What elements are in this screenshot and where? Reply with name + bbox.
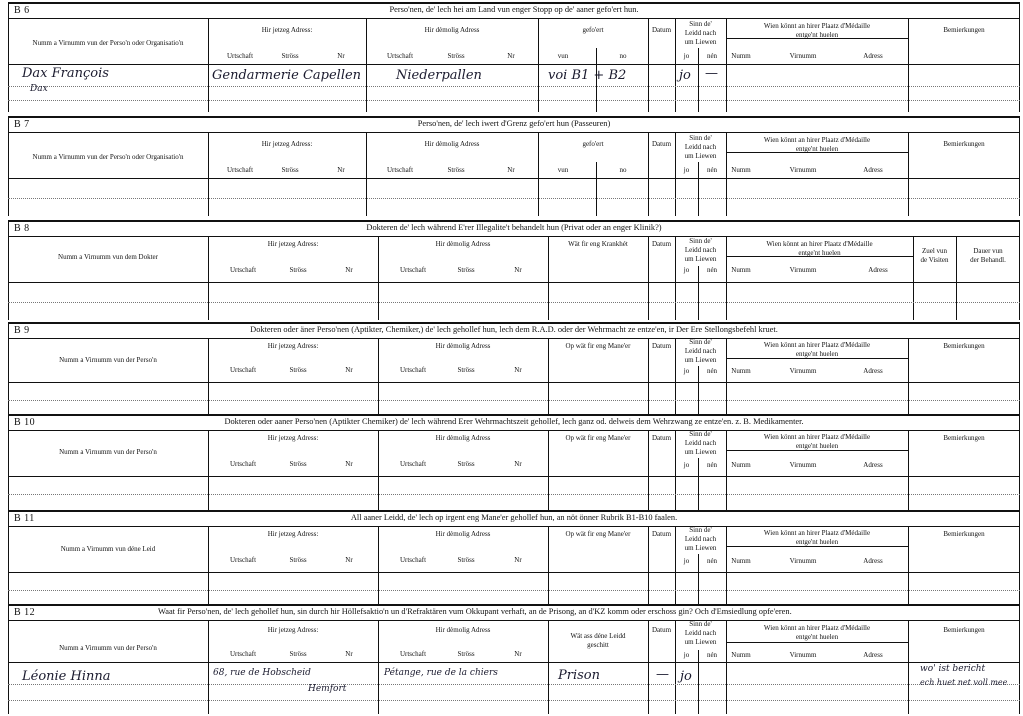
fate-header-2: geschitt <box>587 641 609 649</box>
visits-header-2: de Visiten <box>920 256 949 264</box>
street-header: Ströss <box>447 52 465 60</box>
no-header: nén <box>706 166 718 174</box>
address-header: Adress <box>863 367 883 375</box>
handwritten-no: — <box>705 66 718 81</box>
to-header: no <box>619 52 627 60</box>
yes-header: jo <box>683 367 690 375</box>
handwritten-remark-2: ech huet net voll mee <box>920 678 1008 687</box>
street-header: Ströss <box>457 556 475 564</box>
number-header: Nr <box>507 52 515 60</box>
former-address-header: Hir dèmolig Adress <box>435 240 491 248</box>
yes-header: jo <box>683 461 690 469</box>
section-b9 <box>8 322 1020 414</box>
handwritten-name: Dax François <box>22 66 109 81</box>
no-header: nén <box>706 557 718 565</box>
remarks-header: Bemierkungen <box>943 140 985 148</box>
number-header: Nr <box>345 556 353 564</box>
locality-header: Urtschaft <box>226 52 254 60</box>
firstname-header: Virnumm <box>789 557 817 565</box>
medal-header-1: Wien könnt an hirer Plaatz d'Médaille <box>763 529 871 537</box>
duration-header-2: der Behandl. <box>970 256 1006 264</box>
former-address-header: Hir dèmolig Adress <box>435 626 491 634</box>
firstname-header: Virnumm <box>789 651 817 659</box>
alive-header-1: Sinn de' <box>689 20 712 28</box>
remarks-header: Bemierkungen <box>943 434 985 442</box>
yes-header: jo <box>683 651 690 659</box>
section-code: B 12 <box>14 607 36 618</box>
name-header: Numm a Virnumm vun der Perso'n oder Organisatio'n <box>32 153 184 161</box>
yes-header: jo <box>683 52 690 60</box>
number-header: Nr <box>514 556 522 564</box>
medal-header-1: Wien könnt an hirer Plaatz d'Médaille <box>763 624 871 632</box>
from-header: vun <box>557 166 569 174</box>
no-header: nén <box>706 367 718 375</box>
handwritten-yes: jo <box>680 669 692 684</box>
illness-header: Wät fir eng Krankhét <box>568 240 628 248</box>
alive-header-1: Sinn de' <box>689 526 712 534</box>
from-header: vun <box>557 52 569 60</box>
medal-header-1: Wien könnt an hirer Plaatz d'Médaille <box>763 341 871 349</box>
surname-header: Numm <box>731 166 751 174</box>
locality-header: Urtschaft <box>399 556 427 564</box>
section-b11 <box>8 510 1020 604</box>
remarks-header: Bemierkungen <box>943 342 985 350</box>
medal-header-2: entge'nt huelen <box>798 249 841 257</box>
no-header: nén <box>706 266 718 274</box>
street-header: Ströss <box>457 650 475 658</box>
handwritten-current-address-1: 68, rue de Hobscheid <box>213 668 311 678</box>
medal-header-2: entge'nt huelen <box>795 538 839 546</box>
street-header: Ströss <box>289 460 307 468</box>
address-header: Adress <box>863 461 883 469</box>
alive-header-3: um Liewen <box>684 544 717 552</box>
alive-header-2: Leidd nach <box>684 246 717 254</box>
number-header: Nr <box>345 650 353 658</box>
manner-header: Op wät fir eng Mane'er <box>565 530 631 538</box>
date-header: Datum <box>651 26 672 34</box>
medal-header-1: Wien könnt an hirer Plaatz d'Médaille <box>763 136 871 144</box>
alive-header-3: um Liewen <box>684 638 717 646</box>
name-header: Numm a Virnumm vun dem Dokter <box>58 253 158 261</box>
street-header: Ströss <box>289 266 307 274</box>
handwritten-current-address-2: Hemfort <box>308 684 347 694</box>
handwritten-date: — <box>656 667 669 682</box>
remarks-header: Bemierkungen <box>943 530 985 538</box>
medal-header-2: entge'nt huelen <box>795 31 839 39</box>
street-header: Ströss <box>457 460 475 468</box>
date-header: Datum <box>651 626 672 634</box>
section-b7 <box>8 116 1020 216</box>
section-code: B 8 <box>14 223 30 234</box>
handwritten-route: voi B1 + B2 <box>548 68 627 83</box>
no-header: nén <box>706 52 718 60</box>
surname-header: Numm <box>731 651 751 659</box>
alive-header-2: Leidd nach <box>684 347 717 355</box>
current-address-header: Hir jetzeg Adress: <box>267 434 319 442</box>
date-header: Datum <box>651 140 672 148</box>
manner-header: Op wät fir eng Mane'er <box>565 342 631 350</box>
name-header: Numm a Virnumm vun der Perso'n <box>59 356 157 364</box>
handwritten-remark-1: wo' ist bericht <box>920 664 986 674</box>
number-header: Nr <box>514 366 522 374</box>
firstname-header: Virnumm <box>789 266 817 274</box>
street-header: Ströss <box>281 166 299 174</box>
street-header: Ströss <box>457 366 475 374</box>
surname-header: Numm <box>731 266 751 274</box>
current-address-header: Hir jetzeg Adress: <box>267 530 319 538</box>
alive-header-1: Sinn de' <box>689 134 712 142</box>
firstname-header: Virnumm <box>789 461 817 469</box>
address-header: Adress <box>863 557 883 565</box>
no-header: nén <box>706 461 718 469</box>
section-code: B 6 <box>14 5 30 16</box>
section-title: Dokteren oder aaner Perso'nen (Aptikter Chemiker) de' lech während Erer Wehrmachtszeit gehollef, lech ganz od. delweis dem Wehrzwang ze entze'en. z. B. Medikamenter. <box>224 417 804 426</box>
section-title: Dokteren oder äner Perso'nen (Aptikter, Chemiker,) de' lech gehollef hun, lech dem R.A.D. oder der Wehrmacht ze entze'en, ir Der Ere Stellongsbefehl kruet. <box>250 325 778 334</box>
manner-header: Op wät fir eng Mane'er <box>565 434 631 442</box>
number-header: Nr <box>345 460 353 468</box>
number-header: Nr <box>514 650 522 658</box>
visits-header-1: Zuel vun <box>921 247 948 255</box>
handwritten-former-address: Pétange, rue de la chiers <box>384 668 498 678</box>
alive-header-2: Leidd nach <box>684 439 717 447</box>
alive-header-3: um Liewen <box>684 38 717 46</box>
street-header: Ströss <box>289 556 307 564</box>
number-header: Nr <box>337 52 345 60</box>
former-address-header: Hir dèmolig Adress <box>424 140 480 148</box>
no-header: nén <box>706 651 718 659</box>
remarks-header: Bemierkungen <box>943 26 985 34</box>
locality-header: Urtschaft <box>386 166 414 174</box>
medal-header-2: entge'nt huelen <box>795 145 839 153</box>
locality-header: Urtschaft <box>229 460 257 468</box>
alive-header-2: Leidd nach <box>684 143 717 151</box>
driven-header: gefo'ert <box>582 26 604 34</box>
current-address-header: Hir jetzeg Adress: <box>261 26 313 34</box>
address-header: Adress <box>868 266 888 274</box>
section-b6 <box>8 2 1020 112</box>
date-header: Datum <box>651 240 672 248</box>
firstname-header: Virnumm <box>789 166 817 174</box>
yes-header: jo <box>683 166 690 174</box>
name-header: Numm a Virnumm vun der Perso'n oder Organisatio'n <box>32 39 184 47</box>
former-address-header: Hir dèmolig Adress <box>435 342 491 350</box>
alive-header-3: um Liewen <box>684 255 717 263</box>
handwritten-current-address: Gendarmerie Capellen <box>212 68 362 83</box>
section-title: Waat fir Perso'nen, de' lech gehollef hun, sin durch hir Höllefsaktio'n un d'Refraktären vum Okkupant verhaft, an de Prisong, an d'KZ komm oder erschoss gin? Och d'Emsiedlung opfe'eren. <box>158 607 792 616</box>
medal-header-2: entge'nt huelen <box>795 633 839 641</box>
to-header: no <box>619 166 627 174</box>
alive-header-1: Sinn de' <box>689 237 712 245</box>
alive-header-2: Leidd nach <box>684 629 717 637</box>
section-title: All aaner Leidd, de' lech op irgent eng Mane'er gehollef hun, an nöt önner Rubrik B1-B10 faalen. <box>350 513 678 522</box>
number-header: Nr <box>345 266 353 274</box>
number-header: Nr <box>337 166 345 174</box>
current-address-header: Hir jetzeg Adress: <box>267 342 319 350</box>
section-code: B 7 <box>14 119 30 130</box>
section-code: B 11 <box>14 513 35 524</box>
address-header: Adress <box>863 651 883 659</box>
yes-header: jo <box>683 266 690 274</box>
medal-header-2: entge'nt huelen <box>795 442 839 450</box>
date-header: Datum <box>651 530 672 538</box>
name-header: Numm a Virnumm vun der Perso'n <box>59 448 157 456</box>
current-address-header: Hir jetzeg Adress: <box>261 140 313 148</box>
alive-header-1: Sinn de' <box>689 338 712 346</box>
yes-header: jo <box>683 557 690 565</box>
former-address-header: Hir dèmolig Adress <box>424 26 480 34</box>
street-header: Ströss <box>281 52 299 60</box>
alive-header-3: um Liewen <box>684 152 717 160</box>
firstname-header: Virnumm <box>789 52 817 60</box>
section-code: B 9 <box>14 325 30 336</box>
section-b12 <box>8 604 1020 714</box>
street-header: Ströss <box>457 266 475 274</box>
locality-header: Urtschaft <box>229 366 257 374</box>
handwritten-former-address: Niederpallen <box>396 68 482 83</box>
driven-header: gefo'ert <box>582 140 604 148</box>
locality-header: Urtschaft <box>229 266 257 274</box>
number-header: Nr <box>514 266 522 274</box>
fate-header-1: Wät ass déne Leidd <box>570 632 626 640</box>
section-title: Dokteren de' lech während E'rer Illegalite't behandelt hun (Privat oder an enger Klinik?) <box>366 223 662 232</box>
firstname-header: Virnumm <box>789 367 817 375</box>
former-address-header: Hir dèmolig Adress <box>435 434 491 442</box>
address-header: Adress <box>863 52 883 60</box>
date-header: Datum <box>651 342 672 350</box>
remarks-header: Bemierkungen <box>943 626 985 634</box>
alive-header-1: Sinn de' <box>689 430 712 438</box>
address-header: Adress <box>863 166 883 174</box>
alive-header-1: Sinn de' <box>689 620 712 628</box>
duration-header-1: Dauer vun <box>973 247 1003 255</box>
alive-header-3: um Liewen <box>684 448 717 456</box>
name-header: Numm a Virnumm vun der Perso'n <box>59 644 157 652</box>
alive-header-2: Leidd nach <box>684 535 717 543</box>
section-code: B 10 <box>14 417 36 428</box>
handwritten-name: Léonie Hinna <box>22 669 111 684</box>
locality-header: Urtschaft <box>399 266 427 274</box>
street-header: Ströss <box>289 366 307 374</box>
alive-header-3: um Liewen <box>684 356 717 364</box>
medal-header-2: entge'nt huelen <box>795 350 839 358</box>
number-header: Nr <box>345 366 353 374</box>
number-header: Nr <box>514 460 522 468</box>
surname-header: Numm <box>731 52 751 60</box>
surname-header: Numm <box>731 367 751 375</box>
former-address-header: Hir dèmolig Adress <box>435 530 491 538</box>
locality-header: Urtschaft <box>386 52 414 60</box>
handwritten-yes: jo <box>679 68 691 83</box>
current-address-header: Hir jetzeg Adress: <box>267 240 319 248</box>
locality-header: Urtschaft <box>226 166 254 174</box>
street-header: Ströss <box>289 650 307 658</box>
medal-header-1: Wien könnt an hirer Plaatz d'Médaille <box>763 433 871 441</box>
locality-header: Urtschaft <box>399 650 427 658</box>
handwritten-name-2: Dax <box>30 84 48 94</box>
locality-header: Urtschaft <box>229 556 257 564</box>
section-title: Perso'nen, de' lech hei am Land vun enger Stopp op de' aaner gefo'ert hun. <box>389 5 639 14</box>
alive-header-2: Leidd nach <box>684 29 717 37</box>
handwritten-fate: Prison <box>558 668 600 683</box>
locality-header: Urtschaft <box>399 366 427 374</box>
medal-header-1: Wien könnt an hirer Plaatz d'Médaille <box>763 22 871 30</box>
medal-header-1: Wien könnt an hirer Plaatz d'Médaille <box>766 240 873 248</box>
section-title: Perso'nen, de' lech iwert d'Grenz gefo'ert hun (Passeuren) <box>417 119 611 128</box>
locality-header: Urtschaft <box>399 460 427 468</box>
section-b8 <box>8 220 1020 320</box>
locality-header: Urtschaft <box>229 650 257 658</box>
surname-header: Numm <box>731 557 751 565</box>
name-header: Numm a Virnumm vun déne Leid <box>60 545 156 553</box>
section-b10 <box>8 414 1020 510</box>
date-header: Datum <box>651 434 672 442</box>
current-address-header: Hir jetzeg Adress: <box>267 626 319 634</box>
street-header: Ströss <box>447 166 465 174</box>
surname-header: Numm <box>731 461 751 469</box>
number-header: Nr <box>507 166 515 174</box>
